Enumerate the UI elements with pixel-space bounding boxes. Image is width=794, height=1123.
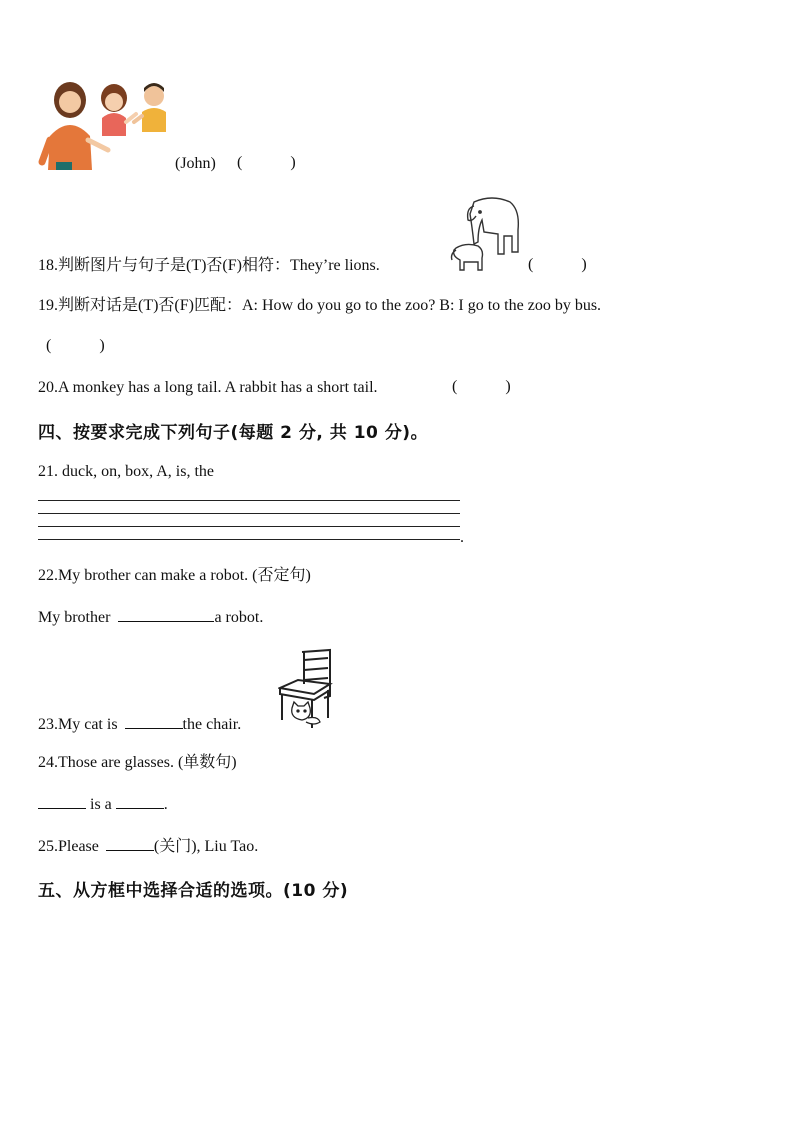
people-illustration <box>36 78 180 174</box>
q24-text: 24.Those are glasses. (单数句) <box>38 754 237 771</box>
q18-text: 18.判断图片与句子是(T)否(F)相符：They’re lions. <box>38 257 380 274</box>
q17-answer-bracket[interactable]: ( ) <box>237 154 296 171</box>
q23-row <box>38 714 241 735</box>
q23-suffix: the chair. <box>182 716 242 733</box>
q25-blank[interactable] <box>106 836 154 851</box>
q24-middle: is a <box>90 796 112 813</box>
q20-text: 20.A monkey has a long tail. A rabbit has a short tail. <box>38 379 378 396</box>
q21-answer-line-1[interactable] <box>38 500 460 501</box>
chair-with-cat-illustration <box>278 648 334 730</box>
q21-text: 21. duck, on, box, A, is, the <box>38 463 214 480</box>
q21-answer-line-2[interactable] <box>38 513 460 514</box>
q23-blank[interactable] <box>125 714 183 729</box>
q21-end-dot: . <box>460 529 464 546</box>
q25-row <box>38 836 258 857</box>
q18-answer-bracket[interactable]: ( ) <box>528 256 587 273</box>
q24-end: . <box>163 796 168 813</box>
section-4-title: 四、按要求完成下列句子(每题 2 分, 共 10 分)。 <box>38 423 429 443</box>
q25-suffix: (关门), Liu Tao. <box>153 838 259 855</box>
q22-answer-row <box>38 607 263 628</box>
q25-prefix: 25.Please <box>38 838 99 855</box>
q22-blank[interactable] <box>118 607 214 622</box>
q24-blank-1[interactable] <box>38 794 86 809</box>
q24-answer-row <box>38 794 168 815</box>
q24-blank-2[interactable] <box>116 794 164 809</box>
q22-text: 22.My brother can make a robot. (否定句) <box>38 567 311 584</box>
q20-answer-bracket[interactable]: ( ) <box>452 378 511 395</box>
q21-answer-line-4[interactable] <box>38 539 460 540</box>
q22-answer-suffix: a robot. <box>214 609 264 626</box>
elephant-illustration <box>444 192 522 274</box>
q21-answer-line-3[interactable] <box>38 526 460 527</box>
q22-answer-prefix: My brother <box>38 609 111 626</box>
q17-name: (John) <box>175 155 216 172</box>
q19-text: 19.判断对话是(T)否(F)匹配：A: How do you go to the zoo? B: I go to the zoo by bus. <box>38 297 602 314</box>
section-5-title: 五、从方框中选择合适的选项。(10 分) <box>38 881 349 901</box>
q23-prefix: 23.My cat is <box>38 716 118 733</box>
q19-answer-bracket[interactable]: ( ) <box>46 337 105 354</box>
